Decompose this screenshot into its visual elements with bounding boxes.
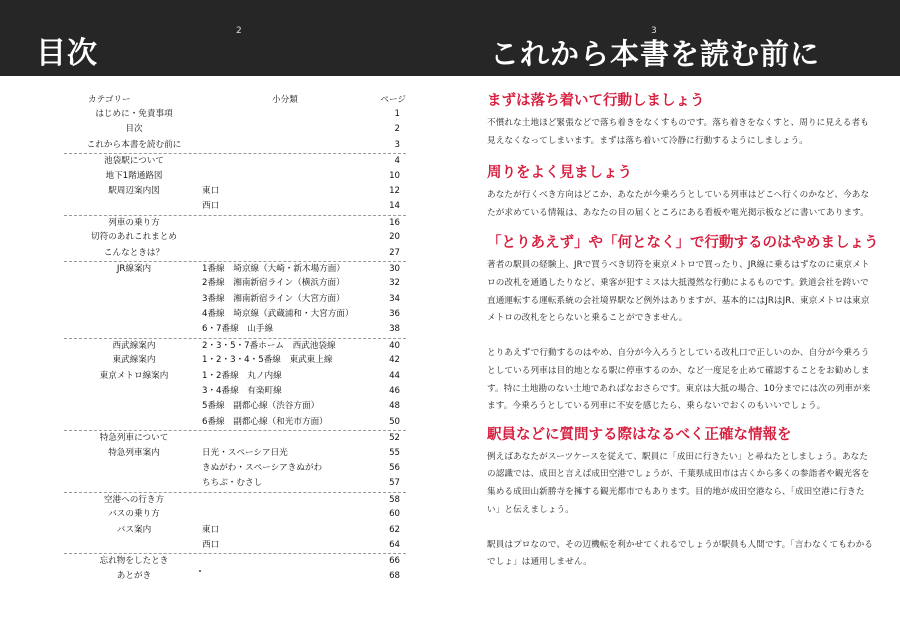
toc-row [64,322,406,337]
toc-row-subcategory: 6・7番線 山手線 [202,324,274,335]
toc-row-subcategory: 4番線 埼京線（武蔵浦和・大宮方面） [202,309,354,320]
toc-row [64,338,406,353]
toc-row-page: 14 [389,201,400,212]
stray-dot [199,570,201,572]
toc-row [64,384,406,399]
intro-body [487,90,879,572]
toc-row [64,246,406,261]
toc-row-category: 西武線案内 [112,340,156,351]
toc-row-category: 地下1階通路図 [105,170,163,181]
toc-row-category: あとがき [116,570,152,581]
section-paragraph: 著者の駅員の経験上、JRで買うべき切符を東京メトロで買ったり、JR線に乗るはずなのに東京メトロの改札を通過したりなど、乗客が犯すミスは大抵漫然な行動によるものです。鉄道会社を跨いで直通運転する運転系統の会社境界駅など例外はありますが、基本的にはJRはJR、東京メトロは東京メトロの改札をとらないと乗ることができません。 [487,260,870,324]
toc-row-page: 50 [389,416,400,427]
toc-row [64,553,406,568]
section-heading: 駅員などに質問する際はなるべく正確な情報を [487,426,792,443]
toc-row-page: 20 [389,232,400,243]
toc-row-page: 56 [389,462,400,473]
toc-row-subcategory: きぬがわ・スペーシアきぬがわ [202,462,323,473]
toc-row-page: 4 [394,156,400,167]
toc-row-category: 駅周辺案内図 [108,185,160,196]
toc-row-page: 10 [389,170,400,181]
toc-row [64,523,406,538]
toc-row-page: 12 [389,185,400,196]
toc-row-category: 空港への行き方 [103,494,165,505]
toc-row [64,476,406,491]
toc-row-subcategory: 西口 [202,201,220,212]
toc-row-page: 68 [389,570,400,581]
toc-row-page: 42 [389,355,400,366]
toc-row-category: 特急列車案内 [108,447,160,458]
toc-row-category: 東武線案内 [112,355,156,366]
toc-row-page: 55 [389,447,400,458]
toc-row-category: 切符のあれこれまとめ [91,232,177,243]
toc-row-page: 40 [389,340,400,351]
toc-row-page: 64 [389,539,400,550]
section-paragraph: 駅員はプロなので、その辺機転を利かせてくれるでしょうが駅員も人間です。「言わなくてもわかるでしょ」は通用しません。 [487,539,873,568]
section-paragraph: 不慣れな土地ほど緊張などで落ち着きをなくすものです。落ち着きをなくすと、周りに見える者も見えなくなってしまいます。まずは落ち着いて冷静に行動するようにしましょう。 [487,118,869,146]
toc-row [64,538,406,553]
toc-row [64,369,406,384]
toc-row-subcategory: 日光・スペーシア日光 [202,447,288,458]
toc-row-page: 30 [389,263,400,274]
toc-row-category: 池袋駅について [104,156,164,167]
toc-row [64,492,406,507]
toc-row-subcategory: 5番線 副都心線（渋谷方面） [202,401,320,412]
toc-row-category: 東京メトロ線案内 [99,370,169,381]
toc-row [64,122,406,137]
toc-row-subcategory: 1・2・3・4・5番線 東武東上線 [202,355,333,366]
toc-row-page: 3 [394,139,400,150]
toc-row-subcategory: 3番線 湘南新宿ライン（大宮方面） [202,293,345,304]
toc-row-subcategory: ちちぶ・むさし [202,478,263,489]
toc-row [64,507,406,522]
toc-row [64,184,406,199]
toc-row-category: こんなときは？ [103,247,165,258]
toc-row [64,307,406,322]
toc-row-subcategory: 東口 [202,524,220,535]
toc-row-page: 48 [389,401,400,412]
toc-row-page: 60 [389,509,400,520]
toc-col-page: ページ [380,95,406,105]
toc-row-page: 34 [389,293,400,304]
toc-row [64,461,406,476]
toc-row [64,230,406,245]
toc-row [64,169,406,184]
toc-row-subcategory: 1・2番線 丸ノ内線 [202,370,282,381]
toc-row [64,107,406,122]
toc-row-page: 58 [389,494,400,505]
toc-row-page: 57 [389,478,400,489]
toc-row [64,569,406,584]
section-heading: まずは落ち着いて行動しましょう [487,93,705,109]
toc-row-subcategory: 東口 [202,185,220,196]
toc-row-category: 列車の乗り方 [108,217,160,228]
toc-row-subcategory: 西口 [202,539,220,550]
toc-row [64,430,406,445]
toc-row [64,261,406,276]
section-paragraph: あなたが行くべき方向はどこか、あなたが今乗ろうとしている列車はどこへ行くのかなど、今あなたが求めている情報は、あなたの目の届くところにある看板や電光掲示板などに書いてあります。 [487,190,870,218]
toc-row-subcategory: 2番線 湘南新宿ライン（横浜方面） [202,278,345,289]
toc-row-page: 36 [389,309,400,320]
toc-row-page: 46 [389,386,400,397]
toc-col-subcategory: 小分類 [272,95,298,105]
toc-row-page: 2 [394,124,400,135]
toc-col-category: カテゴリー [88,95,131,105]
toc-row-page: 62 [389,524,400,535]
toc-row [64,292,406,307]
toc-row [64,215,406,230]
toc-row [64,199,406,214]
toc-row-category: バスの乗り方 [108,509,160,520]
toc-row-category: はじめに・免責事項 [95,109,173,119]
section-paragraph: 例えばあなたがスーツケースを従えて、駅員に「成田に行きたい」と尋ねたとしましょう。あなたの認識では、成田と言えば成田空港でしょうが、千葉県成田市は古くから多くの参詣者や観光客を集める成田山新勝寺を擁する観光都市でもあります。目的地が成田空港なら、「成田空港に行きたい」と伝えましょう。 [487,451,870,515]
toc-rows [64,107,406,584]
toc-row [64,276,406,291]
toc-row-page: 44 [389,370,400,381]
toc-row [64,399,406,414]
toc-row-page: 66 [389,556,400,567]
toc-row-page: 38 [389,324,400,335]
toc-row-category: 特急列車について [99,433,169,444]
section-paragraph: とりあえずで行動するのはやめ、自分が今入ろうとしている改札口で正しいのか、自分が今乗ろうとしている列車は目的地となる駅に停車するのか、など一度足を止めて確認することをお勧めします。特に土地勘のない土地であればなおさらです。東京は大抵の場合、10分までには次の列車が来ます。今乗ろうとしている列車に不安を感じたら、乗らないでおくのもいいでしょう。 [487,348,871,412]
toc-row-category: JR線案内 [116,263,152,274]
toc-row [64,138,406,153]
toc-row-category: 目次 [125,124,143,135]
toc-row-subcategory: 1番線 埼京線（大崎・新木場方面） [202,263,345,274]
toc-row [64,415,406,430]
toc-row [64,446,406,461]
toc-header-row [64,93,406,107]
toc-row-page: 16 [389,217,400,228]
page-number-left: 2 [236,26,242,36]
page-number-right: 3 [651,26,657,36]
toc-row-subcategory: 6番線 副都心線（和光市方面） [202,416,328,427]
section-heading: 周りをよく見ましょう [487,165,632,182]
toc-row-subcategory: 2・3・5・7番ホーム 西武池袋線 [202,340,336,351]
toc-row [64,353,406,368]
toc-row-category: これから本書を読む前に [86,139,182,150]
toc-row [64,153,406,168]
toc-row-page: 52 [389,433,400,444]
toc-row-category: バス案内 [116,524,152,535]
toc-title: 目次 [36,36,98,71]
toc-row-page: 1 [394,109,400,119]
toc-row-subcategory: 3・4番線 有楽町線 [202,386,282,397]
table-of-contents [64,93,406,584]
toc-row-category: 忘れ物をしたとき [99,556,169,567]
intro-title: これから本書を読む前に [490,37,821,71]
toc-row-page: 27 [389,247,400,258]
toc-row-page: 32 [389,278,400,289]
section-heading: 「とりあえず」や「何となく」で行動するのはやめましょう [487,235,879,252]
